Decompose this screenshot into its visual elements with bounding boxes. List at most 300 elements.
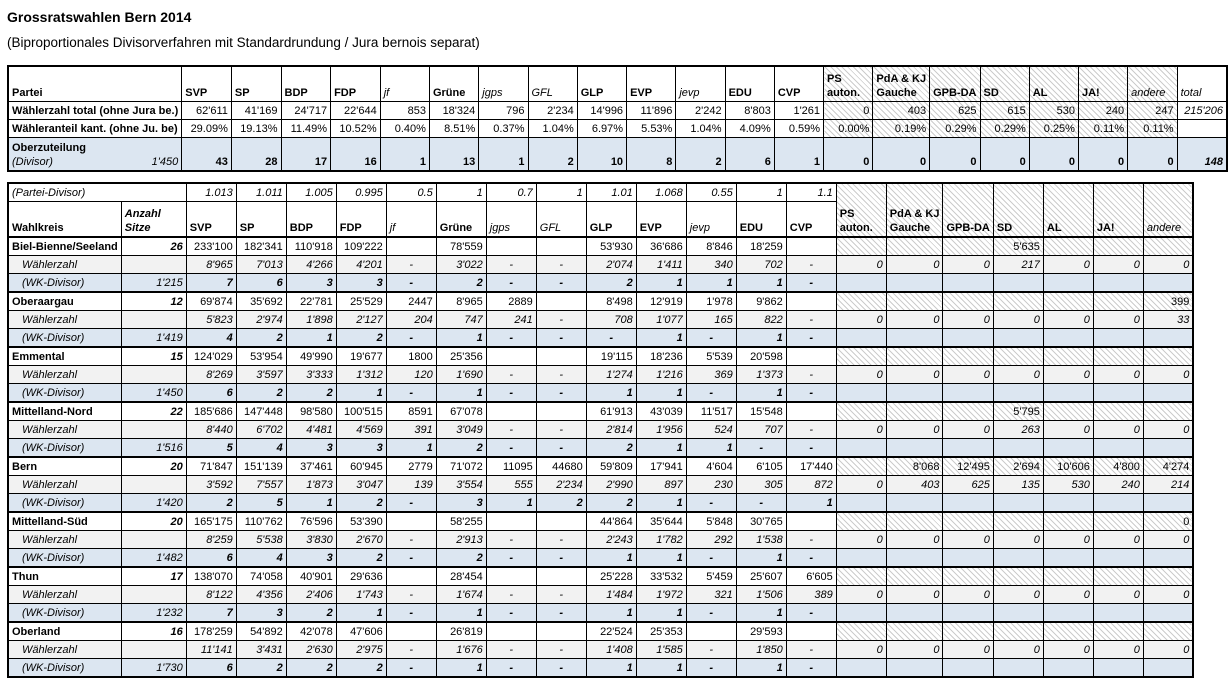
waehlerzahl-gr-ne: 3'022: [436, 256, 486, 274]
waehlerzahl-ja: 0: [1093, 586, 1143, 604]
stimmen-ja: [1093, 402, 1143, 421]
stimmen-al: [1043, 347, 1093, 366]
cell-glp: 10: [577, 138, 626, 172]
waehlerzahl-fdp: 1'312: [336, 366, 386, 384]
partei-divisor-jgps: 0.7: [486, 183, 536, 202]
sitze-andere: [1143, 549, 1193, 568]
sitze-gfl: -: [536, 549, 586, 568]
stimmen-sd: [993, 347, 1043, 366]
sitze-jf: -: [386, 329, 436, 348]
sitze-edu: -: [736, 439, 786, 458]
sitze-pda-kj-gauche: [886, 494, 943, 513]
sitze-evp: 1: [636, 549, 686, 568]
cell-al: 0.25%: [1029, 120, 1078, 138]
stimmen-sp: 182'341: [236, 237, 286, 256]
stimmen-glp: 19'115: [586, 347, 636, 366]
sitze-gpb-da: [943, 659, 993, 678]
sitze-edu: 1: [736, 384, 786, 403]
stimmen-gpb-da: [943, 347, 993, 366]
sitze-gpb-da: [943, 274, 993, 293]
cell-fdp: 10.52%: [331, 120, 381, 138]
col-header-bdp: BDP: [281, 66, 331, 102]
cell-andere: 0: [1128, 138, 1177, 172]
stimmen-sp: 35'692: [236, 292, 286, 311]
wahlkreis-row: [8, 292, 1193, 311]
cell-andere: 247: [1128, 102, 1177, 120]
cell-sp: 41'169: [231, 102, 281, 120]
wahlkreis-row: [8, 512, 1193, 531]
waehlerzahl-ps-auton: 0: [836, 531, 886, 549]
cell-jevp: 1.04%: [676, 120, 725, 138]
waehlerzahl-label: Wählerzahl: [8, 641, 121, 659]
col-header-jgps: jgps: [486, 202, 536, 238]
waehlerzahl-sp: 7'557: [236, 476, 286, 494]
sitze-fdp: 1: [336, 604, 386, 623]
waehlerzahl-al: 0: [1043, 421, 1093, 439]
sitze-jgps: 1: [486, 494, 536, 513]
waehlerzahl-evp: 897: [636, 476, 686, 494]
sitze-svp: 7: [186, 274, 236, 293]
stimmen-ja: [1093, 237, 1143, 256]
stimmen-al: [1043, 512, 1093, 531]
stimmen-ps-auton: [836, 622, 886, 641]
partei-divisor-gfl: 1: [536, 183, 586, 202]
col-header-pda-kj-gauche: PdA & KJ Gauche: [873, 66, 930, 102]
waehlerzahl-ja: 0: [1093, 641, 1143, 659]
cell-fdp: 22'644: [331, 102, 381, 120]
waehlerzahl-edu: 1'538: [736, 531, 786, 549]
waehlerzahl-bdp: 3'333: [286, 366, 336, 384]
sitze-bdp: 1: [286, 494, 336, 513]
waehlerzahl-svp: 8'259: [186, 531, 236, 549]
stimmen-jgps: 11095: [486, 457, 536, 476]
sitze-jf: -: [386, 274, 436, 293]
stimmen-fdp: 53'390: [336, 512, 386, 531]
stimmen-fdp: 109'222: [336, 237, 386, 256]
col-header-ps-auton: PS auton.: [824, 66, 873, 102]
waehlerzahl-glp: 2'074: [586, 256, 636, 274]
waehlerzahl-andere: 0: [1143, 586, 1193, 604]
stimmen-jf: 2779: [386, 457, 436, 476]
waehlerzahl-jgps: -: [486, 256, 536, 274]
waehlerzahl-gpb-da: 0: [943, 256, 993, 274]
cell-jevp: 2: [676, 138, 725, 172]
waehlerzahl-evp: 1'782: [636, 531, 686, 549]
cell-pda-kj-gauche: 0.19%: [873, 120, 930, 138]
waehlerzahl-jgps: -: [486, 531, 536, 549]
sitze-sd: [993, 604, 1043, 623]
cell-fdp: 16: [331, 138, 381, 172]
sitze-fdp: 3: [336, 439, 386, 458]
col-header-pda-kj-gauche: PdA & KJ Gauche: [886, 183, 943, 237]
stimmen-bdp: 110'918: [286, 237, 336, 256]
stimmen-sp: 74'058: [236, 567, 286, 586]
sitze-gr-ne: 2: [436, 439, 486, 458]
waehlerzahl-row: [8, 531, 1193, 549]
stimmen-svp: 165'175: [186, 512, 236, 531]
stimmen-ja: [1093, 347, 1143, 366]
wahlkreis-sitze: 20: [121, 512, 186, 531]
waehlerzahl-ps-auton: 0: [836, 256, 886, 274]
waehlerzahl-jevp: 369: [686, 366, 736, 384]
stimmen-jevp: 5'539: [686, 347, 736, 366]
waehlerzahl-sitze-spacer: [121, 531, 186, 549]
waehlerzahl-gr-ne: 2'913: [436, 531, 486, 549]
sitze-jevp: 1: [686, 439, 736, 458]
cell-sd: 0: [980, 138, 1029, 172]
sitze-gr-ne: 2: [436, 274, 486, 293]
sitze-sd: [993, 439, 1043, 458]
table-row: [8, 102, 1227, 120]
cell-al: 0: [1029, 138, 1078, 172]
waehlerzahl-jf: 120: [386, 366, 436, 384]
sitze-pda-kj-gauche: [886, 274, 943, 293]
wk-divisor-value: 1'419: [121, 329, 186, 348]
waehlerzahl-sp: 4'356: [236, 586, 286, 604]
cell-pda-kj-gauche: 403: [873, 102, 930, 120]
partei-divisor-row: [8, 183, 1193, 202]
sitze-glp: 2: [586, 274, 636, 293]
sitze-gfl: -: [536, 604, 586, 623]
col-header-edu: EDU: [736, 202, 786, 238]
sitze-evp: 1: [636, 659, 686, 678]
stimmen-gr-ne: 26'819: [436, 622, 486, 641]
stimmen-fdp: 100'515: [336, 402, 386, 421]
stimmen-edu: 25'607: [736, 567, 786, 586]
stimmen-pda-kj-gauche: [886, 237, 943, 256]
stimmen-glp: 59'809: [586, 457, 636, 476]
col-header-edu: EDU: [725, 66, 774, 102]
stimmen-edu: 9'862: [736, 292, 786, 311]
col-header-svp: SVP: [186, 202, 236, 238]
stimmen-sp: 151'139: [236, 457, 286, 476]
sitze-andere: [1143, 439, 1193, 458]
stimmen-bdp: 49'990: [286, 347, 336, 366]
stimmen-gr-ne: 71'072: [436, 457, 486, 476]
stimmen-gfl: [536, 402, 586, 421]
sitze-sp: 5: [236, 494, 286, 513]
sitze-glp: -: [586, 329, 636, 348]
sitze-bdp: 2: [286, 604, 336, 623]
waehlerzahl-al: 0: [1043, 311, 1093, 329]
col-header-fdp: FDP: [331, 66, 381, 102]
stimmen-pda-kj-gauche: [886, 347, 943, 366]
stimmen-gr-ne: 58'255: [436, 512, 486, 531]
sitze-cvp: 1: [786, 494, 836, 513]
stimmen-sp: 147'448: [236, 402, 286, 421]
wk-divisor-row: [8, 604, 1193, 623]
waehlerzahl-evp: 1'956: [636, 421, 686, 439]
sitze-edu: 1: [736, 329, 786, 348]
stimmen-jgps: [486, 512, 536, 531]
stimmen-edu: 18'259: [736, 237, 786, 256]
waehlerzahl-jf: -: [386, 586, 436, 604]
col-header-sp: SP: [236, 202, 286, 238]
stimmen-jgps: [486, 622, 536, 641]
stimmen-bdp: 76'596: [286, 512, 336, 531]
col-header-sd: SD: [980, 66, 1029, 102]
sitze-cvp: -: [786, 274, 836, 293]
sitze-pda-kj-gauche: [886, 439, 943, 458]
stimmen-andere: [1143, 237, 1193, 256]
cell-ja: 240: [1078, 102, 1127, 120]
page-subtitle: (Biproportionales Divisorverfahren mit Standardrundung / Jura bernois separat): [7, 35, 480, 50]
waehlerzahl-sitze-spacer: [121, 421, 186, 439]
stimmen-jevp: 5'848: [686, 512, 736, 531]
sitze-sd: [993, 274, 1043, 293]
col-header-svp: SVP: [182, 66, 232, 102]
cell-ja: 0: [1078, 138, 1127, 172]
waehlerzahl-cvp: -: [786, 531, 836, 549]
stimmen-gfl: [536, 567, 586, 586]
waehlerzahl-gpb-da: 0: [943, 311, 993, 329]
waehlerzahl-cvp: 872: [786, 476, 836, 494]
sitze-ps-auton: [836, 439, 886, 458]
sitze-ps-auton: [836, 274, 886, 293]
sitze-jevp: -: [686, 494, 736, 513]
waehlerzahl-ps-auton: 0: [836, 366, 886, 384]
wk-divisor-value: 1'232: [121, 604, 186, 623]
stimmen-gpb-da: [943, 292, 993, 311]
waehlerzahl-label: Wählerzahl: [8, 256, 121, 274]
waehlerzahl-glp: 2'990: [586, 476, 636, 494]
cell-svp: 29.09%: [182, 120, 232, 138]
col-header-evp: EVP: [627, 66, 676, 102]
stimmen-sd: [993, 292, 1043, 311]
stimmen-svp: 71'847: [186, 457, 236, 476]
waehlerzahl-gpb-da: 0: [943, 586, 993, 604]
waehlerzahl-gpb-da: 0: [943, 421, 993, 439]
waehlerzahl-gpb-da: 625: [943, 476, 993, 494]
stimmen-bdp: 37'461: [286, 457, 336, 476]
col-header-bdp: BDP: [286, 202, 336, 238]
stimmen-gpb-da: [943, 402, 993, 421]
col-header-gpb-da: GPB-DA: [943, 183, 993, 237]
wk-divisor-value: 1'482: [121, 549, 186, 568]
waehlerzahl-jf: -: [386, 256, 436, 274]
stimmen-cvp: [786, 237, 836, 256]
stimmen-cvp: [786, 292, 836, 311]
cell-evp: 8: [627, 138, 676, 172]
waehlerzahl-sp: 7'013: [236, 256, 286, 274]
waehlerzahl-andere: 214: [1143, 476, 1193, 494]
oberzuteilung-row: [8, 138, 1227, 172]
sitze-edu: 1: [736, 274, 786, 293]
sitze-svp: 6: [186, 384, 236, 403]
sitze-glp: 1: [586, 549, 636, 568]
waehlerzahl-pda-kj-gauche: 0: [886, 531, 943, 549]
stimmen-jgps: 2889: [486, 292, 536, 311]
sitze-gr-ne: 1: [436, 384, 486, 403]
col-header-total: total: [1177, 66, 1227, 102]
waehlerzahl-bdp: 1'898: [286, 311, 336, 329]
stimmen-ps-auton: [836, 292, 886, 311]
col-header-cvp: CVP: [786, 202, 836, 238]
stimmen-pda-kj-gauche: [886, 512, 943, 531]
col-header-gfl: GFL: [528, 66, 577, 102]
waehlerzahl-glp: 2'243: [586, 531, 636, 549]
waehlerzahl-edu: 822: [736, 311, 786, 329]
col-header-al: AL: [1043, 183, 1093, 237]
waehlerzahl-sd: 217: [993, 256, 1043, 274]
sitze-edu: 1: [736, 604, 786, 623]
col-header-jf: jf: [386, 202, 436, 238]
cell-cvp: 0.59%: [774, 120, 823, 138]
waehlerzahl-sd: 263: [993, 421, 1043, 439]
col-header-andere: andere: [1143, 183, 1193, 237]
partei-divisor-evp: 1.068: [636, 183, 686, 202]
cell-al: 530: [1029, 102, 1078, 120]
waehlerzahl-ja: 0: [1093, 366, 1143, 384]
waehlerzahl-sitze-spacer: [121, 256, 186, 274]
waehlerzahl-evp: 1'972: [636, 586, 686, 604]
waehlerzahl-jgps: -: [486, 641, 536, 659]
stimmen-ja: 4'800: [1093, 457, 1143, 476]
sitze-glp: 2: [586, 494, 636, 513]
cell-evp: 11'896: [627, 102, 676, 120]
stimmen-sp: 110'762: [236, 512, 286, 531]
waehlerzahl-label: Wählerzahl: [8, 366, 121, 384]
cell-total: [1177, 120, 1227, 138]
waehlerzahl-andere: 0: [1143, 256, 1193, 274]
sitze-bdp: 3: [286, 274, 336, 293]
cell-glp: 14'996: [577, 102, 626, 120]
sitze-cvp: -: [786, 604, 836, 623]
sitze-sd: [993, 659, 1043, 678]
col-header-sd: SD: [993, 183, 1043, 237]
sitze-gfl: -: [536, 274, 586, 293]
sitze-svp: 6: [186, 549, 236, 568]
sitze-sd: [993, 549, 1043, 568]
wahlkreis-row: [8, 457, 1193, 476]
sitze-glp: 2: [586, 439, 636, 458]
sitze-evp: 1: [636, 604, 686, 623]
waehlerzahl-glp: 2'814: [586, 421, 636, 439]
table-row: [8, 120, 1227, 138]
cell-gfl: 2: [528, 138, 577, 172]
waehlerzahl-jgps: -: [486, 586, 536, 604]
waehlerzahl-al: 0: [1043, 531, 1093, 549]
waehlerzahl-sd: 0: [993, 531, 1043, 549]
row-label-oberzuteilung: [8, 138, 182, 172]
sitze-al: [1043, 549, 1093, 568]
cell-cvp: 1'261: [774, 102, 823, 120]
waehlerzahl-sd: 0: [993, 586, 1043, 604]
stimmen-gr-ne: 8'965: [436, 292, 486, 311]
waehlerzahl-jf: 391: [386, 421, 436, 439]
waehlerzahl-evp: 1'585: [636, 641, 686, 659]
col-header-gfl: GFL: [536, 202, 586, 238]
cell-gr-ne: 13: [429, 138, 478, 172]
stimmen-pda-kj-gauche: [886, 402, 943, 421]
cell-ps-auton: 0: [824, 102, 873, 120]
cell-bdp: 17: [281, 138, 331, 172]
waehlerzahl-andere: 0: [1143, 421, 1193, 439]
sitze-bdp: 3: [286, 549, 336, 568]
wahlkreis-sitze: 22: [121, 402, 186, 421]
waehlerzahl-al: 0: [1043, 366, 1093, 384]
waehlerzahl-jevp: 340: [686, 256, 736, 274]
stimmen-pda-kj-gauche: 8'068: [886, 457, 943, 476]
cell-total: 215'206: [1177, 102, 1227, 120]
stimmen-al: [1043, 237, 1093, 256]
sitze-svp: 2: [186, 494, 236, 513]
wahlkreis-row: [8, 402, 1193, 421]
waehlerzahl-pda-kj-gauche: 403: [886, 476, 943, 494]
sitze-jf: -: [386, 384, 436, 403]
stimmen-sd: [993, 512, 1043, 531]
sitze-sp: 2: [236, 329, 286, 348]
stimmen-cvp: 6'605: [786, 567, 836, 586]
waehlerzahl-jevp: 524: [686, 421, 736, 439]
divisor-value: 1'450: [151, 156, 179, 168]
stimmen-gr-ne: 67'078: [436, 402, 486, 421]
waehlerzahl-fdp: 2'975: [336, 641, 386, 659]
col-header-fdp: FDP: [336, 202, 386, 238]
stimmen-ja: [1093, 292, 1143, 311]
col-header-cvp: CVP: [774, 66, 823, 102]
cell-svp: 62'611: [182, 102, 232, 120]
stimmen-pda-kj-gauche: [886, 567, 943, 586]
sitze-fdp: 2: [336, 494, 386, 513]
sitze-jevp: -: [686, 659, 736, 678]
sitze-sd: [993, 384, 1043, 403]
stimmen-jf: [386, 237, 436, 256]
stimmen-al: [1043, 622, 1093, 641]
waehlerzahl-jgps: 241: [486, 311, 536, 329]
sitze-al: [1043, 439, 1093, 458]
stimmen-jf: [386, 512, 436, 531]
waehlerzahl-jgps: -: [486, 366, 536, 384]
cell-gfl: 1.04%: [528, 120, 577, 138]
wk-divisor-label: (WK-Divisor): [8, 439, 121, 458]
partei-divisor-jf: 0.5: [386, 183, 436, 202]
cell-gpb-da: 0: [930, 138, 980, 172]
wk-divisor-label: (WK-Divisor): [8, 274, 121, 293]
waehlerzahl-svp: 8'122: [186, 586, 236, 604]
waehlerzahl-label: Wählerzahl: [8, 586, 121, 604]
waehlerzahl-ps-auton: 0: [836, 421, 886, 439]
stimmen-cvp: [786, 402, 836, 421]
partei-divisor-fdp: 0.995: [336, 183, 386, 202]
sitze-gr-ne: 1: [436, 329, 486, 348]
stimmen-svp: 185'686: [186, 402, 236, 421]
waehlerzahl-jevp: 321: [686, 586, 736, 604]
partei-divisor-label: (Partei-Divisor): [8, 183, 186, 202]
wahlkreis-sitze: 15: [121, 347, 186, 366]
waehlerzahl-sd: 0: [993, 641, 1043, 659]
waehlerzahl-cvp: -: [786, 421, 836, 439]
sitze-evp: 1: [636, 494, 686, 513]
sitze-gfl: -: [536, 439, 586, 458]
waehlerzahl-ja: 0: [1093, 311, 1143, 329]
waehlerzahl-gfl: -: [536, 586, 586, 604]
cell-sp: 28: [231, 138, 281, 172]
col-header-evp: EVP: [636, 202, 686, 238]
stimmen-jgps: [486, 567, 536, 586]
stimmen-gfl: [536, 512, 586, 531]
wahlkreis-header: Wahlkreis: [8, 202, 121, 238]
waehlerzahl-gr-ne: 3'554: [436, 476, 486, 494]
stimmen-edu: 6'105: [736, 457, 786, 476]
stimmen-edu: 20'598: [736, 347, 786, 366]
waehlerzahl-row: [8, 476, 1193, 494]
waehlerzahl-label: Wählerzahl: [8, 476, 121, 494]
stimmen-ps-auton: [836, 457, 886, 476]
sitze-ja: [1093, 659, 1143, 678]
waehlerzahl-gr-ne: 1'690: [436, 366, 486, 384]
sitze-ps-auton: [836, 659, 886, 678]
